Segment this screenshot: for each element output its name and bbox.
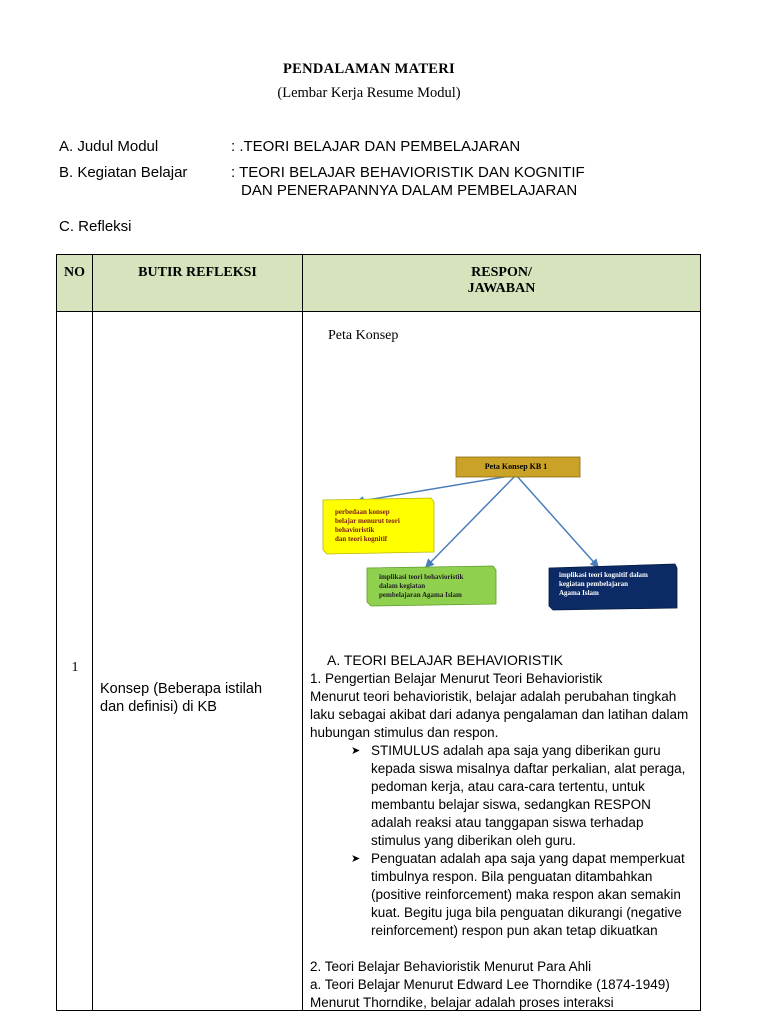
map-note-line: kegiatan pembelajaran [559, 580, 629, 588]
arrow-bullet-icon: ➤ [351, 745, 361, 757]
butir-text: Konsep (Beberapa istilah dan definisi) di KB [100, 681, 263, 715]
row-number: 1 [71, 660, 79, 675]
map-note-navy-text [559, 571, 648, 598]
paragraph-2-title: 2. Teori Belajar Behavioristik Menurut Para Ahli [310, 959, 592, 974]
meta-label: C. Refleksi [59, 218, 132, 235]
map-arrow-middle [425, 475, 516, 568]
meta-value: : .TEORI BELAJAR DAN PEMBELAJARAN [231, 138, 521, 155]
map-note-line: implikasi teori behavioristik [379, 573, 464, 581]
col-header-respon-line1: RESPON/ [471, 265, 532, 280]
map-note-line: dan teori kognitif [335, 535, 388, 543]
cell-no [57, 312, 93, 1011]
map-note-line: belajar menurut teori [335, 517, 400, 525]
table-header-row [57, 255, 701, 312]
col-header-butir: BUTIR REFLEKSI [93, 255, 303, 312]
arrow-bullet-icon: ➤ [351, 853, 361, 865]
meta-value-cont: DAN PENERAPANNYA DALAM PEMBELAJARAN [241, 182, 578, 199]
page-title: PENDALAMAN MATERI [283, 61, 455, 77]
section-a-title: A. TEORI BELAJAR BEHAVIORISTIK [327, 652, 563, 668]
map-arrow-left [355, 475, 516, 502]
map-note-line: dalam kegiatan [379, 582, 426, 590]
reflection-table [56, 254, 701, 1011]
list-item [351, 742, 691, 850]
col-header-no: NO [57, 255, 93, 312]
col-header-respon [303, 255, 701, 312]
list-item [351, 850, 691, 940]
map-note-yellow-text [335, 508, 400, 544]
paragraph-2a: a. Teori Belajar Menurut Edward Lee Thorndike (1874-1949) Menurut Thorndike, belajar adalah proses interaksi [310, 977, 670, 1010]
peta-konsep-label: Peta Konsep [328, 328, 399, 343]
map-note-line: perbedaan konsep [335, 508, 390, 516]
paragraph-1-title: 1. Pengertian Belajar Menurut Teori Behavioristik [310, 671, 603, 686]
page-subtitle: (Lembar Kerja Resume Modul) [277, 85, 461, 101]
col-header-respon-line2: JAWABAN [467, 281, 536, 296]
meta-value: : TEORI BELAJAR BEHAVIORISTIK DAN KOGNITIF [231, 164, 585, 181]
map-note-line: implikasi teori kognitif dalam [559, 571, 648, 579]
meta-label: A. Judul Modul [59, 138, 159, 155]
bullet-text: STIMULUS adalah apa saja yang diberikan guru kepada siswa misalnya daftar perkalian, alat peraga, pedoman kerja, atau cara-cara tertentu, untuk membantu belajar siswa, sedangkan RESPON adalah reaksi atau tanggapan siswa terhadap stimulus yang diberikan oleh guru. [371, 743, 686, 848]
map-note-green-text [379, 573, 463, 600]
bullet-text: Penguatan adalah apa saja yang dapat memperkuat timbulnya respon. Bila penguatan ditambahkan (positive reinforcement) maka respon akan semakin kuat. Begitu juga bila penguatan dikurangi (negative reinforcement) respon pun akan tetap dikuatkan [371, 851, 685, 938]
cell-butir [93, 312, 303, 1011]
map-note-line: pembelajaran Agama Islam [379, 591, 462, 599]
meta-label: B. Kegiatan Belajar [59, 164, 188, 181]
paragraph-1-body: Menurut teori behavioristik, belajar adalah perubahan tingkah laku sebagai akibat dari adanya pengalaman dan latihan dalam hubungan stimulus dan respon. [310, 689, 689, 740]
map-note-line: behavioristik [335, 526, 375, 534]
table-row [57, 312, 701, 1011]
cell-respon [303, 312, 701, 1011]
map-arrow-right [516, 475, 599, 568]
map-note-line: Agama Islam [559, 589, 599, 597]
map-root-label: Peta Konsep KB 1 [484, 462, 548, 471]
